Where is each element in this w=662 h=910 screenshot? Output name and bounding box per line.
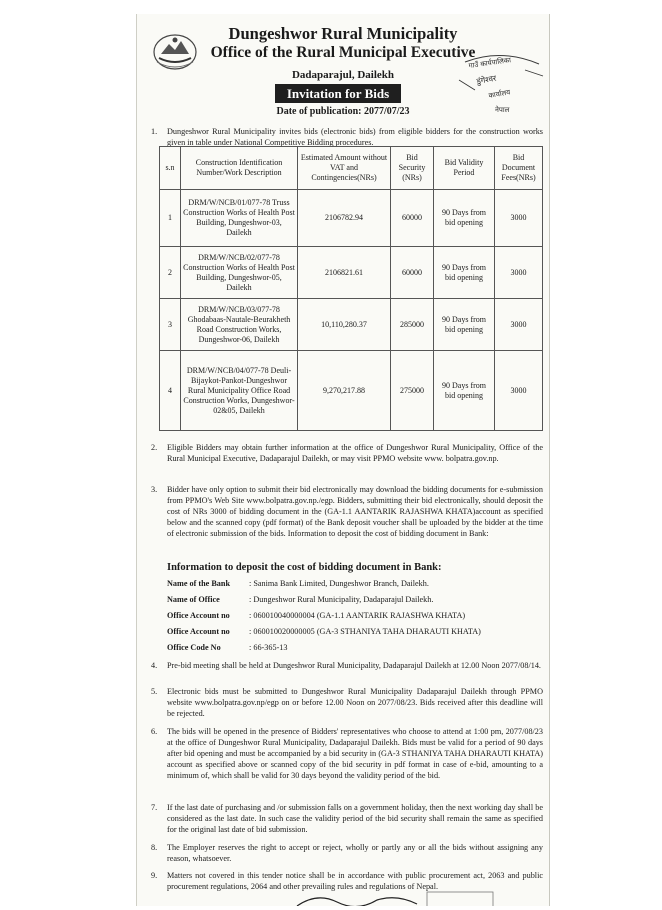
col-header: Bid Document Fees(NRs) xyxy=(495,147,543,190)
bank-info-value: : 060010020000005 (GA-3 STHANIYA TAHA DHARAUTI KHATA) xyxy=(249,627,481,636)
bank-info-row xyxy=(167,626,537,638)
clause-text: The Employer reserves the right to accept or reject, wholly or partly any or all the bids without assigning any reason, whatsoever. xyxy=(167,843,543,863)
table-row xyxy=(160,247,543,299)
bids-table xyxy=(159,146,543,431)
cell-amount: 9,270,217.88 xyxy=(298,351,391,431)
clause-5 xyxy=(151,686,543,719)
office-address: Dadaparajul, Dailekh xyxy=(291,69,395,81)
cell-desc: DRM/W/NCB/03/077-78 Ghodabaas-Nautale-Beurakheth Road Construction Works, Dungeshwor-06, Dailekh xyxy=(181,299,298,351)
cell-security: 60000 xyxy=(391,247,434,299)
clause-number: 9. xyxy=(151,871,158,880)
svg-text:गाउँ कार्यपालिका: गाउँ कार्यपालिका xyxy=(468,56,512,70)
clause-number: 7. xyxy=(151,803,158,812)
clause-text: Electronic bids must be submitted to Dungeshwor Rural Municipality Dadaparajul Dailekh through PPMO website www.bolpatra.gov.np/egp on or before 12.00 Noon on 2077/08/23. Bids received after this deadline will be rejected. xyxy=(167,687,543,718)
signature-icon xyxy=(287,890,497,906)
clause-number: 6. xyxy=(151,727,158,736)
bank-info-row xyxy=(167,642,537,654)
cell-fee: 3000 xyxy=(495,299,543,351)
cell-amount: 10,110,280.37 xyxy=(298,299,391,351)
office-title: Office of the Rural Municipal Executive xyxy=(210,44,476,61)
cell-fee: 3000 xyxy=(495,190,543,247)
municipality-title: Dungeshwor Rural Municipality xyxy=(228,24,458,43)
clause-number: 1. xyxy=(151,127,158,136)
cell-desc: DRM/W/NCB/01/077-78 Truss Construction Works of Health Post Building, Dungeshwor-03, Dailekh xyxy=(181,190,298,247)
bank-info-label: Name of the Bank xyxy=(167,579,230,588)
cell-validity: 90 Days from bid opening xyxy=(434,247,495,299)
clause-4 xyxy=(151,660,543,671)
clause-9 xyxy=(151,870,543,892)
cell-sn: 1 xyxy=(160,190,181,247)
bank-info-heading: Information to deposit the cost of bidding document in Bank: xyxy=(167,562,442,573)
clause-text: If the last date of purchasing and /or submission falls on a government holiday, then the next working day shall be considered as the last date. In such case the validity period of the bid security shall remain the same as specified for the original last date of bid submission. xyxy=(167,803,543,834)
clause-number: 2. xyxy=(151,443,158,452)
col-header: Bid Validity Period xyxy=(434,147,495,190)
clause-text: The bids will be opened in the presence of Bidders' representatives who choose to attend at 1:00 pm, 2077/08/23 at the office of Dungeshwor Rural Municipality, Dadaparajul Dailekh. Bids must be valid for a period of 90 days after bid opening and must be accompanied by a bid security in (GA-3 STHANIYA TAHA DHARAUTI KHATA) account as specified above or scanned copy of the bid security in pdf format in case of e-bid, amounting to a minimum of, which shall be valid for 30 days beyond the validity period of the bid. xyxy=(167,727,543,780)
notice-paper xyxy=(136,14,550,906)
cell-validity: 90 Days from bid opening xyxy=(434,351,495,431)
cell-fee: 3000 xyxy=(495,247,543,299)
cell-security: 275000 xyxy=(391,351,434,431)
bank-info-row xyxy=(167,610,537,622)
clause-2 xyxy=(151,442,543,464)
clause-text: Dungeshwor Rural Municipality invites bids (electronic bids) from eligible bidders for the construction works given in table under National Competitive Bidding procedures. xyxy=(167,127,543,147)
clause-text: Matters not covered in this tender notice shall be in accordance with public procurement act, 2063 and public procurement regulations, 2064 and other prevailing rules and regulations of Nepal. xyxy=(167,871,543,891)
svg-text:नेपाल: नेपाल xyxy=(495,106,510,114)
bank-info-label: Name of Office xyxy=(167,595,220,604)
publication-date: Date of publication: 2077/07/23 xyxy=(276,106,410,117)
bank-info-row xyxy=(167,578,537,590)
svg-text:कार्यालय: कार्यालय xyxy=(487,88,511,100)
bank-info-value: : 66-365-13 xyxy=(249,643,288,652)
svg-text:डुंगेश्वर: डुंगेश्वर xyxy=(475,73,497,86)
bank-info-value: : Dungeshwor Rural Municipality, Dadaparajul Dailekh. xyxy=(249,595,434,604)
col-header: Bid Security (NRs) xyxy=(391,147,434,190)
table-row xyxy=(160,351,543,431)
clause-7 xyxy=(151,802,543,835)
cell-amount: 2106821.61 xyxy=(298,247,391,299)
cell-security: 60000 xyxy=(391,190,434,247)
bank-info-label: Office Account no xyxy=(167,611,230,620)
clause-number: 5. xyxy=(151,687,158,696)
cell-desc: DRM/W/NCB/02/077-78 Construction Works of Health Post Building, Dungeshwor-05, Dailekh xyxy=(181,247,298,299)
table-row xyxy=(160,299,543,351)
office-stamp-icon xyxy=(455,50,549,120)
invitation-banner: Invitation for Bids xyxy=(275,84,401,103)
table-row xyxy=(160,190,543,247)
clause-8 xyxy=(151,842,543,864)
bank-info-label: Office Code No xyxy=(167,643,221,652)
bank-info-row xyxy=(167,594,537,606)
cell-validity: 90 Days from bid opening xyxy=(434,299,495,351)
cell-amount: 2106782.94 xyxy=(298,190,391,247)
clause-3 xyxy=(151,484,543,539)
clause-1 xyxy=(151,126,543,148)
col-header: s.n xyxy=(160,147,181,190)
clause-number: 3. xyxy=(151,485,158,494)
cell-fee: 3000 xyxy=(495,351,543,431)
clause-text: Bidder have only option to submit their bid electronically may download the bidding documents for e-submission from PPMO's Web Site www.bolpatra.gov.np./egp. Bidders, submitting their bid electronically, should deposit the cost of NRs 3000 of bidding document in the (GA-1.1 AANTARIK RAJASHWA KHATA)account as specified below and the scanned copy (pdf format) of the Bank deposit voucher shall be uploaded by the bidder at the time of electronic submission of the bids. Information to deposit the cost of bidding document in Bank: xyxy=(167,485,543,538)
clause-6 xyxy=(151,726,543,781)
col-header: Estimated Amount without VAT and Contingencies(NRs) xyxy=(298,147,391,190)
clause-number: 4. xyxy=(151,661,158,670)
cell-sn: 2 xyxy=(160,247,181,299)
cell-security: 285000 xyxy=(391,299,434,351)
bank-info-value: : 060010040000004 (GA-1.1 AANTARIK RAJASHWA KHATA) xyxy=(249,611,466,620)
bank-info-label: Office Account no xyxy=(167,627,230,636)
col-header: Construction Identification Number/Work Description xyxy=(181,147,298,190)
clause-text: Eligible Bidders may obtain further information at the office of Dungeshwor Rural Municipality, Office of the Rural Municipal Executive, Dadaparajul Dailekh, or may visit PPMO website www. bolpatra.gov.np. xyxy=(167,443,543,463)
cell-desc: DRM/W/NCB/04/077-78 Deuli-Bijaykot-Pankot-Dungeshwor Rural Municipality Office Road Construction Works, Dungeshwor-02&05, Dailekh xyxy=(181,351,298,431)
cell-validity: 90 Days from bid opening xyxy=(434,190,495,247)
cell-sn: 4 xyxy=(160,351,181,431)
bank-info-value: : Sanima Bank Limited, Dungeshwor Branch, Dailekh. xyxy=(249,579,429,588)
cell-sn: 3 xyxy=(160,299,181,351)
clause-text: Pre-bid meeting shall be held at Dungeshwor Rural Municipality, Dadaparajul Dailekh at 12.00 Noon 2077/08/14. xyxy=(167,661,541,670)
clause-number: 8. xyxy=(151,843,158,852)
table-header-row xyxy=(160,147,543,190)
